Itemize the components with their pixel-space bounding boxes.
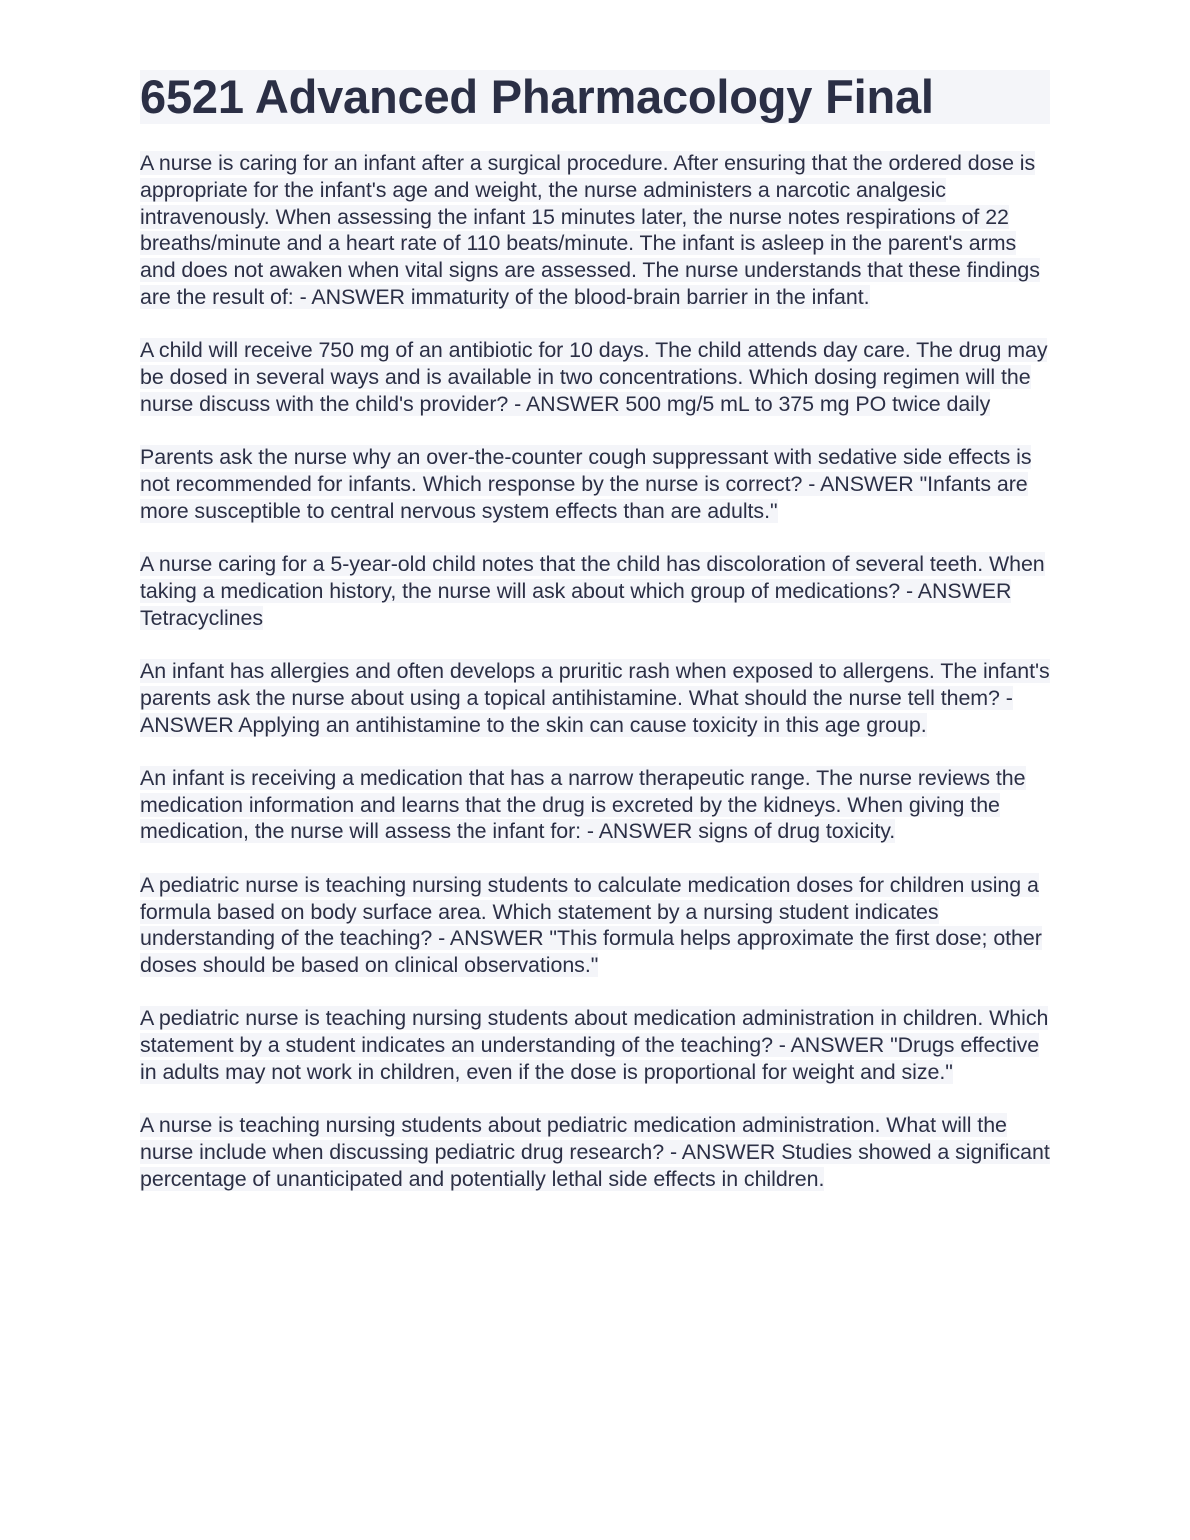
qa-item bbox=[140, 658, 1050, 738]
qa-item bbox=[140, 765, 1050, 845]
qa-text: A nurse is caring for an infant after a surgical procedure. After ensuring that the ordered dose is appropriate for the infant's age and weight, the nurse administers a narcotic analgesic intravenously. When assessing the infant 15 minutes later, the nurse notes respirations of 22 breaths/minute and a heart rate of 110 beats/minute. The infant is asleep in the parent's arms and does not awaken when vital signs are assessed. The nurse understands that these findings are the result of: - ANSWER immaturity of the blood-brain barrier in the infant. bbox=[140, 151, 1040, 309]
qa-text: Parents ask the nurse why an over-the-counter cough suppressant with sedative side effects is not recommended for infants. Which response by the nurse is correct? - ANSWER "Infants are more susceptible to central nervous system effects than are adults." bbox=[140, 445, 1032, 523]
document-page bbox=[140, 70, 1050, 1219]
qa-item bbox=[140, 1005, 1050, 1085]
qa-item bbox=[140, 150, 1050, 311]
qa-item bbox=[140, 1112, 1050, 1192]
qa-text: A nurse is teaching nursing students about pediatric medication administration. What will the nurse include when discussing pediatric drug research? - ANSWER Studies showed a significant percentage of unanticipated and potentially lethal side effects in children. bbox=[140, 1113, 1050, 1191]
qa-text: A nurse caring for a 5-year-old child notes that the child has discoloration of several teeth. When taking a medication history, the nurse will ask about which group of medications? - ANSWER Tetracyclines bbox=[140, 552, 1045, 630]
qa-item bbox=[140, 872, 1050, 979]
question-answer-list bbox=[140, 150, 1050, 1193]
qa-item bbox=[140, 444, 1050, 524]
qa-text: A pediatric nurse is teaching nursing students to calculate medication doses for children using a formula based on body surface area. Which statement by a nursing student indicates understanding of the teaching? - ANSWER "This formula helps approximate the first dose; other doses should be based on clinical observations." bbox=[140, 872, 1042, 978]
qa-item bbox=[140, 551, 1050, 631]
page-title: 6521 Advanced Pharmacology Final bbox=[140, 70, 1050, 124]
qa-text: An infant has allergies and often develops a pruritic rash when exposed to allergens. The infant's parents ask the nurse about using a topical antihistamine. What should the nurse tell them? - ANSWER Applying an antihistamine to the skin can cause toxicity in this age group. bbox=[140, 658, 1050, 737]
qa-text: A child will receive 750 mg of an antibiotic for 10 days. The child attends day care. The drug may be dosed in several ways and is available in two concentrations. Which dosing regimen will the nurse discuss with the child's provider? - ANSWER 500 mg/5 mL to 375 mg PO twice daily bbox=[140, 338, 1048, 416]
qa-text: An infant is receiving a medication that has a narrow therapeutic range. The nurse reviews the medication information and learns that the drug is excreted by the kidneys. When giving the medication, the nurse will assess the infant for: - ANSWER signs of drug toxicity. bbox=[140, 765, 1026, 844]
qa-item bbox=[140, 337, 1050, 417]
qa-text: A pediatric nurse is teaching nursing students about medication administration in children. Which statement by a student indicates an understanding of the teaching? - ANSWER "Drugs effective in adults may not work in children, even if the dose is proportional for weight and size." bbox=[140, 1006, 1049, 1085]
